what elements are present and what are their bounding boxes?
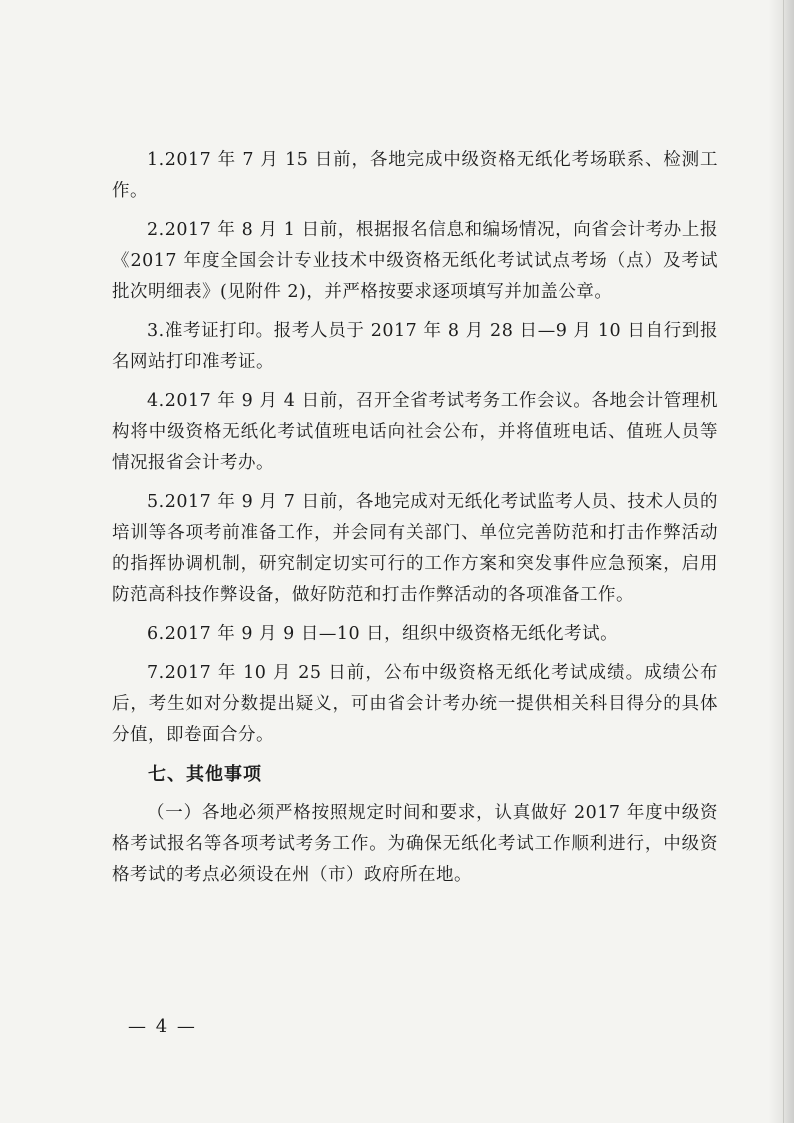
paragraph-item-5: 5.2017 年 9 月 7 日前，各地完成对无纸化考试监考人员、技术人员的培训等各项考前准备工作，并会同有关部门、单位完善防范和打击作弊活动的指挥协调机制，研究制定切实可行的工作方案和突发事件应急预案，启用防范高科技作弊设备，做好防范和打击作弊活动的各项准备工作。 <box>112 492 718 605</box>
paragraph-item-4: 4.2017 年 9 月 4 日前，召开全省考试考务工作会议。各地会计管理机构将中级资格无纸化考试值班电话向社会公布，并将值班电话、值班人员等情况报省会计考办。 <box>112 391 718 473</box>
document-body <box>112 145 718 891</box>
section-heading: 七、其他事项 <box>148 764 262 785</box>
page-edge-shadow <box>768 0 794 1123</box>
paragraph-item-6: 6.2017 年 9 月 9 日—10 日，组织中级资格无纸化考试。 <box>147 624 619 644</box>
page-number: — 4 — <box>128 1016 197 1037</box>
page-edge-line <box>783 0 784 1123</box>
paragraph-item-1: 1.2017 年 7 月 15 日前，各地完成中级资格无纸化考场联系、检测工作。 <box>112 150 718 201</box>
paragraph-item-3: 3.准考证打印。报考人员于 2017 年 8 月 28 日—9 月 10 日自行到报名网站打印准考证。 <box>112 321 718 372</box>
paragraph-item-2: 2.2017 年 8 月 1 日前，根据报名信息和编场情况，向省会计考办上报《2017 年度全国会计专业技术中级资格无纸化考试试点考场（点）及考试批次明细表》(见附件 2)，并严格按要求逐项填写并加盖公章。 <box>112 220 718 302</box>
final-paragraph: （一）各地必须严格按照规定时间和要求，认真做好 2017 年度中级资格考试报名等各项考试考务工作。为确保无纸化考试工作顺利进行，中级资格考试的考点必须设在州（市）政府所在地。 <box>112 803 718 885</box>
paragraph-item-7: 7.2017 年 10 月 25 日前，公布中级资格无纸化考试成绩。成绩公布后，考生如对分数提出疑义，可由省会计考办统一提供相关科目得分的具体分值，即卷面合分。 <box>112 663 718 745</box>
